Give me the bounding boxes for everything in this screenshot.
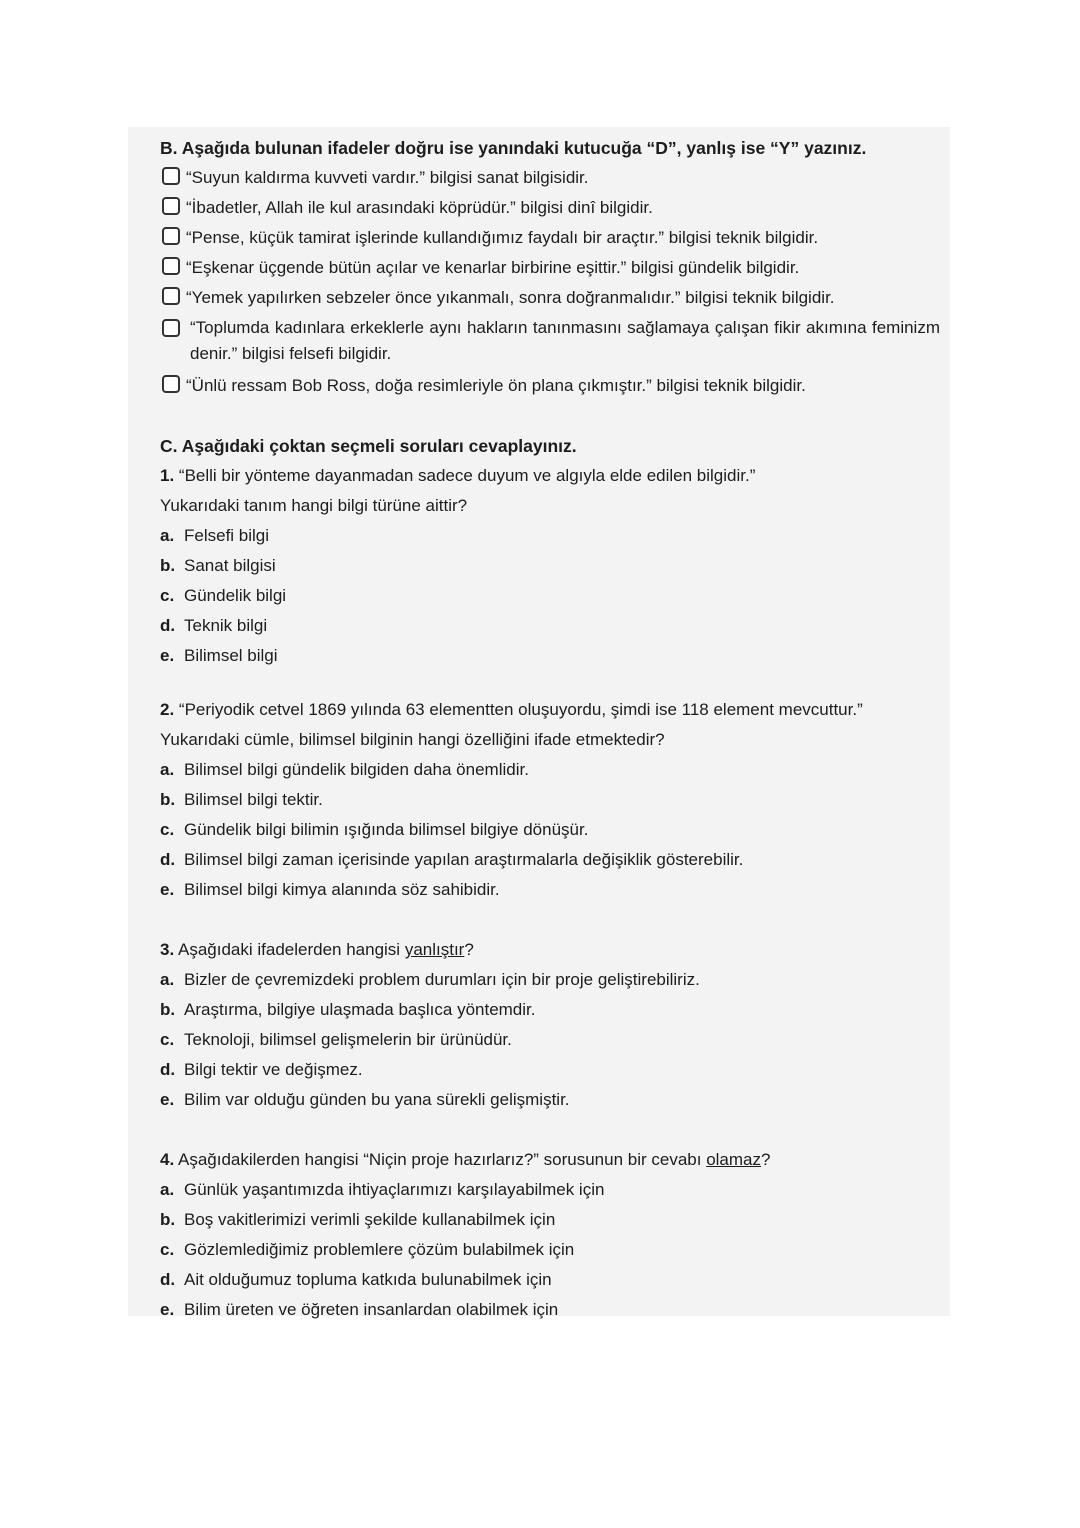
- true-false-item: [160, 253, 940, 283]
- statement-text: “Toplumda kadınlara erkeklerle aynı hakların tanınmasını sağlamaya çalışan fikir akımına feminizm denir.” bilgisi felsefi bilgidir.: [190, 318, 940, 363]
- question-text: “Periyodik cetvel 1869 yılında 63 elementten oluşuyordu, şimdi ise 118 element mevcuttur.”: [178, 700, 863, 719]
- question-number: 1.: [160, 466, 175, 485]
- question-3: 3. Aşağıdaki ifadelerden hangisi yanlıştır? a. Bizler de çevremizdeki problem durumları için bir proje geliştirebiliriz. b. Araştırma, bilgiye ulaşmada başlıca yöntemdir. c. Teknoloji, bilimsel gelişmelerin bir ürünüdür. d. Bilgi tektir ve değişmez. e. Bilim var olduğu günden bu yana sürekli gelişmiştir.: [160, 935, 940, 1115]
- question-text: Aşağıdaki ifadelerden hangisi: [177, 940, 405, 959]
- question-number: 3.: [160, 940, 175, 959]
- true-false-item: [160, 223, 940, 253]
- question-2: [160, 695, 940, 905]
- option-e[interactable]: e. Bilim üreten ve öğreten insanlardan olabilmek için: [160, 1300, 559, 1319]
- answer-checkbox[interactable]: [162, 167, 180, 185]
- section-b-title: B. Aşağıda bulunan ifadeler doğru ise yanındaki kutucuğa “D”, yanlış ise “Y” yazınız.: [160, 138, 867, 158]
- statement-text: “Ünlü ressam Bob Ross, doğa resimleriyle ön plana çıkmıştır.” bilgisi teknik bilgidir.: [186, 376, 806, 395]
- question-1: [160, 461, 940, 671]
- option-b[interactable]: b. Araştırma, bilgiye ulaşmada başlıca yöntemdir.: [160, 1000, 536, 1019]
- option-c[interactable]: c. Gündelik bilgi bilimin ışığında bilimsel bilgiye dönüşür.: [160, 820, 589, 839]
- option-a[interactable]: a. Bilimsel bilgi gündelik bilgiden daha önemlidir.: [160, 760, 529, 779]
- option-a[interactable]: a. Günlük yaşantımızda ihtiyaçlarımızı karşılayabilmek için: [160, 1180, 605, 1199]
- section-c-title: C. Aşağıdaki çoktan seçmeli soruları cevaplayınız.: [160, 436, 577, 456]
- question-emphasis: yanlıştır: [404, 940, 465, 959]
- answer-checkbox[interactable]: [162, 257, 180, 275]
- option-d[interactable]: d. Teknik bilgi: [160, 616, 268, 635]
- answer-checkbox[interactable]: [162, 319, 180, 337]
- question-prompt: Yukarıdaki tanım hangi bilgi türüne aittir?: [160, 496, 468, 515]
- option-c[interactable]: c. Gözlemlediğimiz problemlere çözüm bulabilmek için: [160, 1240, 575, 1259]
- option-e[interactable]: e. Bilim var olduğu günden bu yana sürekli gelişmiştir.: [160, 1090, 570, 1109]
- worksheet-content: [160, 133, 940, 1325]
- answer-checkbox[interactable]: [162, 227, 180, 245]
- true-false-item: [160, 315, 940, 367]
- option-c[interactable]: c. Teknoloji, bilimsel gelişmelerin bir ürünüdür.: [160, 1030, 512, 1049]
- answer-checkbox[interactable]: [162, 287, 180, 305]
- true-false-item: [160, 163, 940, 193]
- question-prompt: Yukarıdaki cümle, bilimsel bilginin hangi özelliğini ifade etmektedir?: [160, 730, 665, 749]
- answer-checkbox[interactable]: [162, 197, 180, 215]
- option-a[interactable]: a. Bizler de çevremizdeki problem durumları için bir proje geliştirebiliriz.: [160, 970, 700, 989]
- option-d[interactable]: d. Bilimsel bilgi zaman içerisinde yapılan araştırmalarla değişiklik gösterebilir.: [160, 850, 744, 869]
- statement-text: “İbadetler, Allah ile kul arasındaki köprüdür.” bilgisi dinî bilgidir.: [186, 198, 653, 217]
- option-b[interactable]: b. Boş vakitlerimizi verimli şekilde kullanabilmek için: [160, 1210, 556, 1229]
- option-d[interactable]: d. Ait olduğumuz topluma katkıda bulunabilmek için: [160, 1270, 552, 1289]
- statement-text: “Suyun kaldırma kuvveti vardır.” bilgisi sanat bilgisidir.: [186, 168, 589, 187]
- option-e[interactable]: e. Bilimsel bilgi: [160, 646, 278, 665]
- answer-checkbox[interactable]: [162, 375, 180, 393]
- true-false-item: [160, 371, 940, 401]
- question-emphasis: olamaz: [706, 1150, 762, 1169]
- question-number: 4.: [160, 1150, 175, 1169]
- statement-text: “Eşkenar üçgende bütün açılar ve kenarlar birbirine eşittir.” bilgisi gündelik bilgidir.: [186, 258, 800, 277]
- statement-text: “Yemek yapılırken sebzeler önce yıkanmalı, sonra doğranmalıdır.” bilgisi teknik bilgidir.: [186, 288, 835, 307]
- true-false-item: [160, 193, 940, 223]
- option-c[interactable]: c. Gündelik bilgi: [160, 586, 287, 605]
- option-b[interactable]: b. Sanat bilgisi: [160, 556, 276, 575]
- option-e[interactable]: e. Bilimsel bilgi kimya alanında söz sahibidir.: [160, 880, 500, 899]
- question-4: 4. Aşağıdakilerden hangisi “Niçin proje hazırlarız?” sorusunun bir cevabı olamaz? a. Günlük yaşantımızda ihtiyaçlarımızı karşılayabilmek için b. Boş vakitlerimizi verimli şekilde kullanabilmek için c. Gözlemlediğimiz problemlere çözüm bulabilmek için d. Ait olduğumuz topluma katkıda bulunabilmek için e. Bilim üreten ve öğreten insanlardan olabilmek için: [160, 1145, 940, 1325]
- question-number: 2.: [160, 700, 175, 719]
- true-false-item: [160, 283, 940, 313]
- option-a[interactable]: a. Felsefi bilgi: [160, 526, 270, 545]
- option-b[interactable]: b. Bilimsel bilgi tektir.: [160, 790, 323, 809]
- statement-text: “Pense, küçük tamirat işlerinde kullandığımız faydalı bir araçtır.” bilgisi teknik bilgidir.: [186, 228, 819, 247]
- question-text: Aşağıdakilerden hangisi “Niçin proje hazırlarız?” sorusunun bir cevabı: [177, 1150, 707, 1169]
- question-text: “Belli bir yönteme dayanmadan sadece duyum ve algıyla elde edilen bilgidir.”: [178, 466, 756, 485]
- option-d[interactable]: d. Bilgi tektir ve değişmez.: [160, 1060, 363, 1079]
